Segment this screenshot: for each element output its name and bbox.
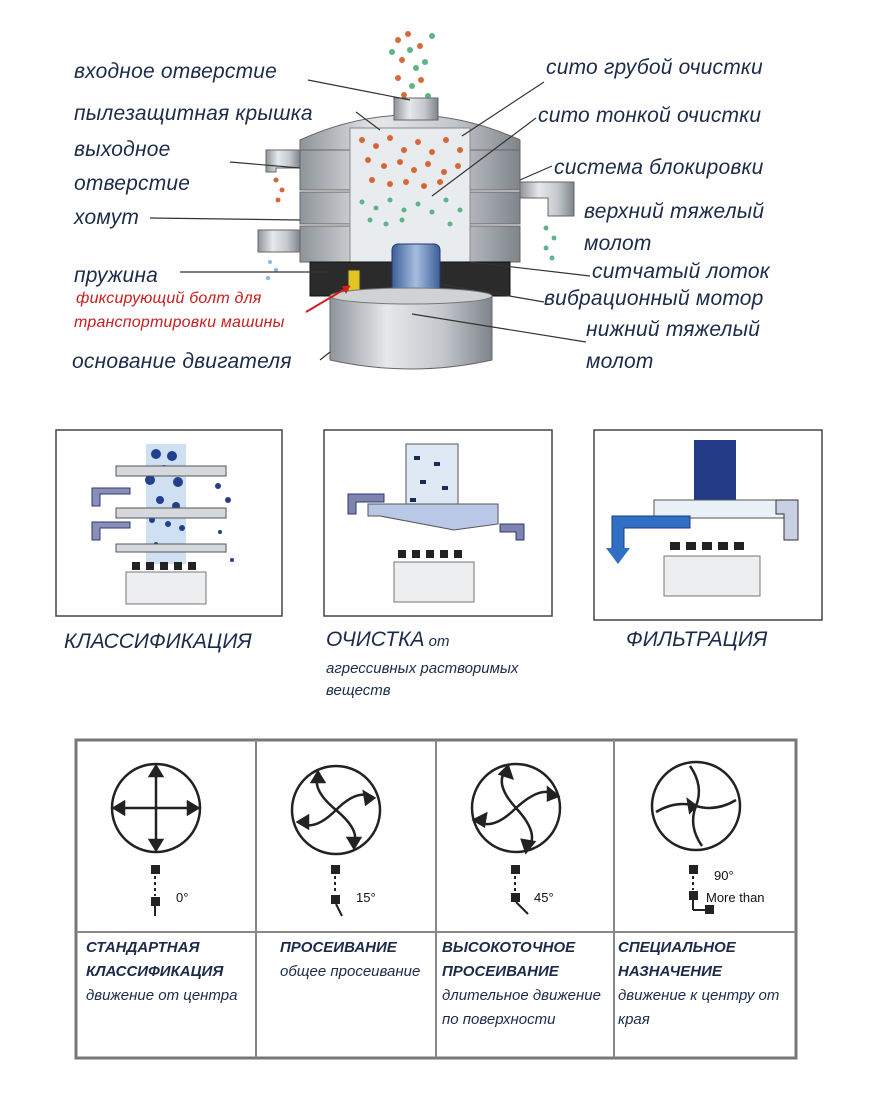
angle-label-45: 45° xyxy=(534,890,554,905)
label-screen-tray: ситчатый лоток xyxy=(592,260,770,283)
angle-label-15: 15° xyxy=(356,890,376,905)
label-upper-weight-2: молот xyxy=(584,232,652,255)
caption-cleaning xyxy=(326,628,450,652)
label-fine-screen: сито тонкой очистки xyxy=(538,104,762,127)
motor-base xyxy=(330,296,492,369)
cell-desc-precision: длительное движение по поверхности xyxy=(442,987,601,1028)
cell-title-precision: ВЫСОКОТОЧНОЕ ПРОСЕИВАНИЕ xyxy=(442,939,576,980)
caption-filtration: ФИЛЬТРАЦИЯ xyxy=(626,628,768,651)
caption-classification: КЛАССИФИКАЦИЯ xyxy=(64,630,252,653)
caption-cleaning-suffix: от xyxy=(424,633,450,650)
left-lower-outlet xyxy=(258,230,300,252)
cell-title-sieving: ПРОСЕИВАНИЕ xyxy=(280,939,397,956)
label-inlet: входное отверстие xyxy=(74,60,278,83)
left-upper-outlet xyxy=(266,150,300,172)
caption-cleaning-subtitle: агрессивных растворимых веществ xyxy=(326,660,519,699)
caption-cleaning-title: ОЧИСТКА xyxy=(326,628,425,651)
label-dust-cover: пылезащитная крышка xyxy=(74,102,313,125)
label-clamp: хомут xyxy=(74,206,140,229)
label-coarse-screen: сито грубой очистки xyxy=(546,56,763,79)
inlet-particle-stream xyxy=(389,31,435,99)
label-outlet-2: отверстие xyxy=(74,172,191,195)
cell-desc-special: движение к центру от края xyxy=(618,987,780,1028)
label-upper-weight-1: верхний тяжелый xyxy=(584,200,765,223)
label-motor-base: основание двигателя xyxy=(72,350,292,373)
label-transport-bolt-1: фиксирующий болт для xyxy=(76,290,262,307)
label-locking-system: система блокировки xyxy=(554,156,764,179)
table-cell-sieving xyxy=(280,936,430,984)
cutaway-interior xyxy=(350,128,470,262)
cell-desc-sieving: общее просеивание xyxy=(280,963,421,980)
table-cell-precision xyxy=(442,936,608,1032)
angle-label-0: 0° xyxy=(176,890,189,905)
inlet-pipe xyxy=(394,98,438,120)
cell-title-standard: СТАНДАРТНАЯ КЛАССИФИКАЦИЯ xyxy=(86,939,224,980)
label-outlet-1: выходное xyxy=(74,138,171,161)
label-lower-weight-2: молот xyxy=(586,350,654,373)
table-cell-special xyxy=(618,936,792,1032)
label-lower-weight-1: нижний тяжелый xyxy=(586,318,761,341)
label-transport-bolt-2: транспортировки машины xyxy=(74,314,285,331)
right-outlet xyxy=(520,182,574,216)
label-spring: пружина xyxy=(74,264,159,287)
cell-title-special: СПЕЦИАЛЬНОЕ НАЗНАЧЕНИЕ xyxy=(618,939,736,980)
table-cell-standard xyxy=(86,936,252,1008)
label-vibration-motor: вибрационный мотор xyxy=(544,287,764,310)
angle-label-90: 90° xyxy=(714,868,734,883)
cell-desc-standard: движение от центра xyxy=(86,987,238,1004)
angle-label-more-than: More than xyxy=(706,890,765,905)
